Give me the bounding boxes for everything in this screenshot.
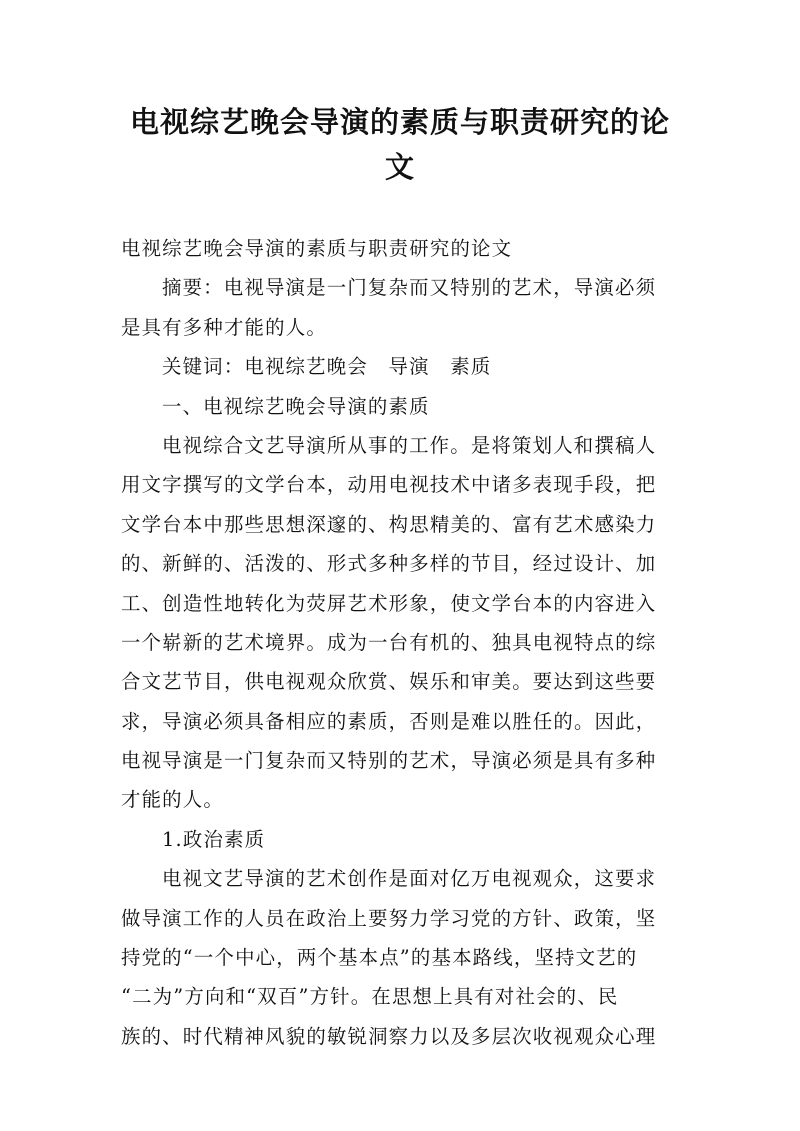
body-line: 1.政治素质: [162, 827, 266, 851]
body-line: 族的、时代精神风貌的敏锐洞察力以及多层次收视观众心理: [121, 1024, 657, 1048]
body-line: 才能的人。: [121, 788, 224, 812]
body-line: 工、创造性地转化为荧屏艺术形象，使文学台本的内容进入: [121, 591, 657, 615]
body-line: 电视导演是一门复杂而又特别的艺术，导演必须是具有多种: [121, 749, 657, 773]
body-line: 摘要：电视导演是一门复杂而又特别的艺术，导演必须: [162, 276, 657, 300]
body-line: 求，导演必须具备相应的素质，否则是难以胜任的。因此，: [121, 709, 657, 733]
body-line: “二为”方向和“双百”方针。在思想上具有对社会的、民: [121, 985, 619, 1009]
document-title-line-1: 电视综艺晚会导演的素质与职责研究的论: [129, 105, 670, 139]
document-title-line-2: 文: [384, 150, 415, 184]
body-line: 电视综艺晚会导演的素质与职责研究的论文: [121, 237, 513, 260]
body-line: 的、新鲜的、活泼的、形式多种多样的节目，经过设计、加: [121, 552, 657, 576]
body-line: 文学台本中那些思想深邃的、构思精美的、富有艺术感染力: [121, 512, 657, 536]
body-line: 关键词：电视综艺晚会 导演 素质: [162, 355, 492, 379]
body-line: 电视文艺导演的艺术创作是面对亿万电视观众，这要求: [162, 867, 657, 891]
body-line: 是具有多种才能的人。: [121, 315, 327, 339]
body-line: 电视综合文艺导演所从事的工作。是将策划人和撰稿人: [162, 433, 657, 457]
body-line: 持党的“一个中心，两个基本点”的基本路线，坚持文艺的: [121, 946, 638, 970]
body-line: 做导演工作的人员在政治上要努力学习党的方针、政策，坚: [121, 906, 657, 930]
body-line: 一、电视综艺晚会导演的素质: [162, 394, 430, 418]
body-line: 用文字撰写的文学台本，动用电视技术中诸多表现手段，把: [121, 473, 657, 497]
document-body: [121, 229, 681, 1056]
body-line: 一个崭新的艺术境界。成为一台有机的、独具电视特点的综: [121, 630, 657, 654]
body-line: 合文艺节目，供电视观众欣赏、娱乐和审美。要达到这些要: [121, 670, 657, 694]
